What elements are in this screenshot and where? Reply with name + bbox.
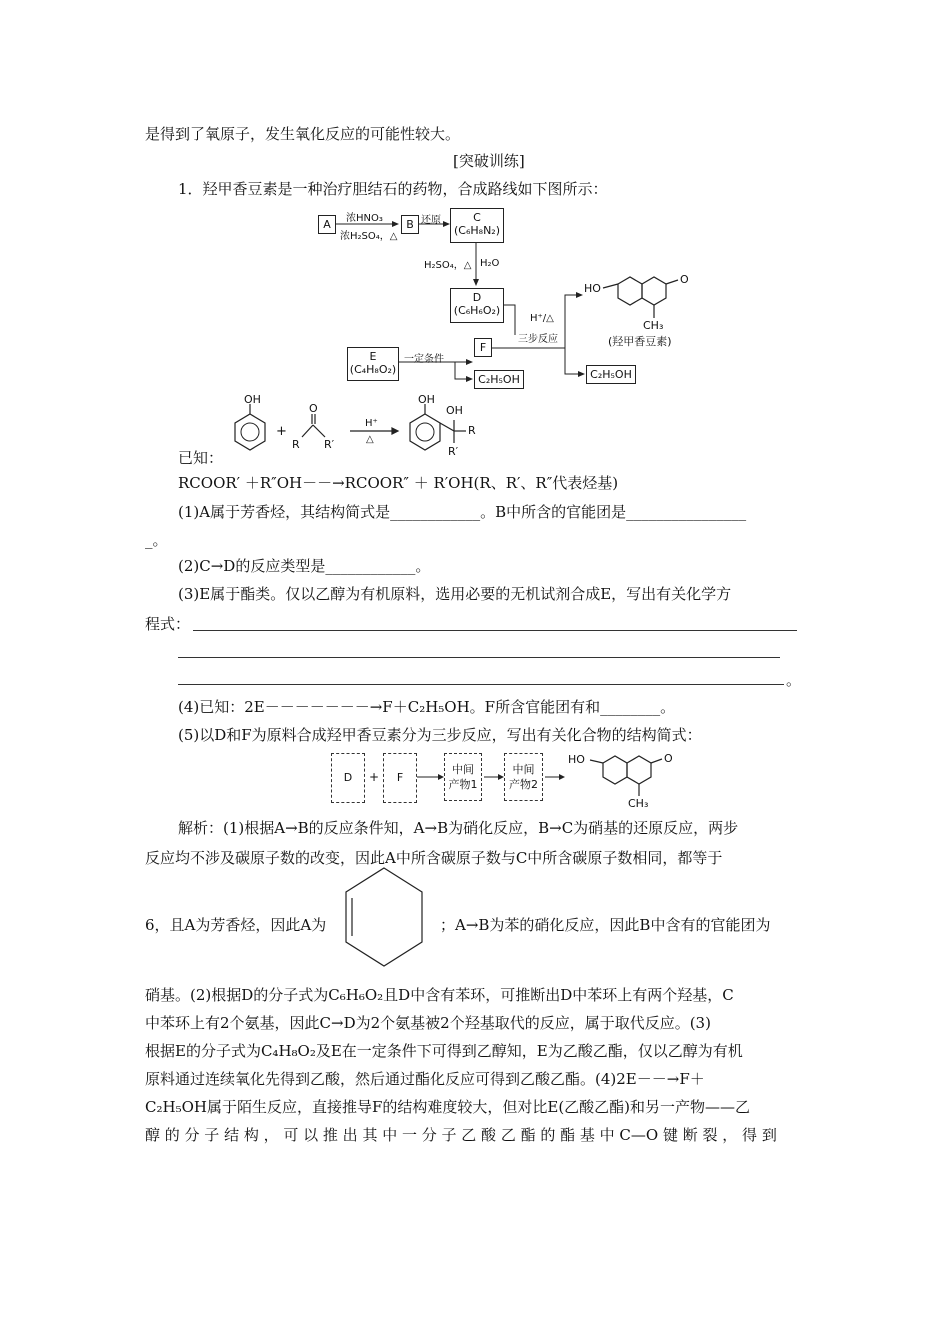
compound-d-box: D (C₆H₆O₂) [450, 288, 504, 323]
product-oh-2: OH [446, 404, 463, 417]
section-heading: [突破训练] [453, 152, 525, 170]
condition-df-1: H⁺/△ [530, 313, 554, 324]
text-line: 程式： [145, 615, 191, 633]
product-r: R [468, 424, 476, 437]
compound-a-box: A [318, 215, 336, 234]
product-oh-1: OH [418, 393, 435, 406]
benzene-structure [340, 864, 430, 974]
condition-cd-1: H₂SO₄，△ [424, 260, 472, 271]
text-line: (4)已知：2E－－－－－－－→F＋C₂H₅OH。F所含官能团有和________。 [178, 698, 676, 716]
text-line: 是得到了氧原子，发生氧化反应的可能性较大。 [145, 125, 461, 143]
solution-line: 中苯环上有2个氨基，因此C→D为2个氨基被2个羟基取代的反应，属于取代反应。(3) [145, 1014, 711, 1032]
catalyst-h: H⁺ [365, 418, 378, 429]
condition-ab-2: 浓H₂SO₄，△ [340, 231, 398, 242]
text-line: (3)E属于酯类。仅以乙醇为有机原料，选用必要的无机试剂合成E，写出有关化学方 [178, 585, 732, 603]
route-f-box: F [383, 753, 417, 803]
condition-ab-1: 浓HNO₃ [346, 213, 383, 224]
solution-line: 解析：(1)根据A→B的反应条件知，A→B为硝化反应，B→C为硝基的还原反应，两步 [178, 819, 739, 837]
solution-line: 6，且A为芳香烃，因此A为 [145, 916, 327, 934]
ketone-r: R [292, 438, 300, 451]
route-coumarin-ho: HO [568, 753, 585, 766]
coumarin-ch3: CH₃ [643, 319, 664, 332]
plus-sign: + [276, 424, 287, 439]
coumarin-o: O [680, 273, 689, 286]
compound-e-box: E (C₄H₈O₂) [347, 347, 399, 381]
phenol-oh: OH [244, 393, 261, 406]
route-d-box: D [331, 753, 365, 803]
route-plus: + [369, 770, 380, 784]
solution-line: 醇 的 分 子 结 构 ， 可 以 推 出 其 中 一 分 子 乙 酸 乙 酯 的 酯 基 中 C—O 键 断 裂 ， 得 到 [145, 1126, 777, 1144]
condition-bc: 还原 [421, 215, 441, 226]
question-1: 1．羟甲香豆素是一种治疗胆结石的药物，合成路线如下图所示： [178, 180, 608, 198]
ethanol-box-1: C₂H₅OH [474, 370, 524, 389]
route-intermediate-2-box: 中间 产物2 [504, 753, 543, 801]
compound-b-box: B [401, 215, 419, 234]
ketone-o: O [309, 402, 318, 415]
compound-c-box: C (C₆H₈N₂) [450, 208, 504, 243]
solution-line: 反应均不涉及碳原子数的改变，因此A中所含碳原子数与C中所含碳原子数相同，都等于 [145, 849, 723, 867]
solution-line: 原料通过连续氧化先得到乙酸，然后通过酯化反应可得到乙酸乙酯。(4)2E－－→F＋ [145, 1070, 705, 1088]
ethanol-box-2: C₂H₅OH [586, 365, 636, 384]
text-line: 。 [786, 671, 802, 689]
product-r-prime: R′ [448, 445, 459, 458]
text-line: (2)C→D的反应类型是____________。 [178, 557, 431, 575]
solution-line: 根据E的分子式为C₄H₈O₂及E在一定条件下可得到乙醇知，E为乙酸乙酯，仅以乙醇为有机 [145, 1042, 743, 1060]
text-line: (1)A属于芳香烃，其结构简式是____________。B中所含的官能团是________________ [178, 503, 747, 521]
condition-ef: 一定条件 [404, 354, 444, 365]
route-coumarin-ch3: CH₃ [628, 797, 649, 810]
product-name: (羟甲香豆素) [608, 335, 672, 348]
solution-line: C₂H₅OH属于陌生反应，直接推导F的结构难度较大，但对比E(乙酸乙酯)和另一产物——乙 [145, 1098, 751, 1116]
compound-f-box: F [474, 338, 492, 357]
condition-df-2: 三步反应 [518, 334, 558, 345]
route-coumarin-o: O [664, 752, 673, 765]
ketone-r-prime: R′ [324, 438, 335, 451]
coumarin-ho: HO [584, 282, 601, 295]
condition-cd-2: H₂O [480, 258, 500, 269]
solution-line: 硝基。(2)根据D的分子式为C₆H₆O₂且D中含有苯环，可推断出D中苯环上有两个羟基，C [145, 986, 734, 1004]
text-line: RCOOR′ ＋R″OH－－→RCOOR″ ＋ R′OH(R、R′、R″代表烃基) [178, 474, 619, 492]
text-line: (5)以D和F为原料合成羟甲香豆素分为三步反应，写出有关化合物的结构简式： [178, 726, 702, 744]
solution-line: ；A→B为苯的硝化反应，因此B中含有的官能团为 [440, 916, 771, 934]
heat-delta: △ [366, 434, 374, 445]
known-label: 已知： [178, 449, 224, 467]
text-line: _。 [145, 531, 168, 549]
route-intermediate-1-box: 中间 产物1 [444, 753, 482, 801]
